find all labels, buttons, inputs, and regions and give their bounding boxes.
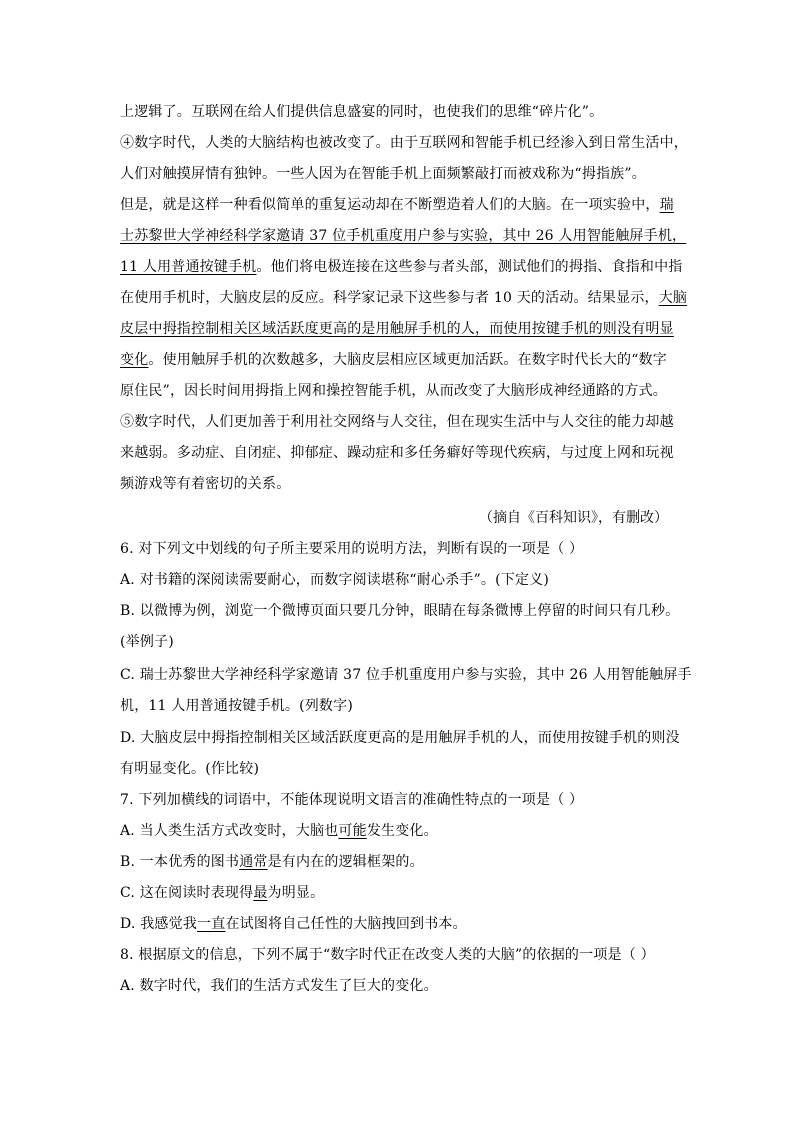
paragraph-5-line: ⑤数字时代，人们更加善于利用社交网络与人交往，但在现实生活中与人交往的能力却越 — [120, 414, 674, 430]
text-span: 在使用手机时，大脑皮层的反应。科学家记录下这些参与者 10 天的活动。结果显示， — [120, 290, 659, 306]
text-span: 。他们将电极连接在这些参与者头部，测试他们的拇指、食指和中指 — [256, 259, 683, 275]
underlined-word: 最 — [253, 885, 268, 901]
paragraph-4-line — [120, 195, 674, 215]
underlined-text: 11 人用普通按键手机 — [120, 259, 257, 275]
question-6-option-c: C. 瑞士苏黎世大学神经科学家邀请 37 位手机重度用户参与实验，其中 26 人用智能触屏手 — [120, 667, 692, 683]
text-span: 在试图将自己任性的大脑拽回到书本。 — [225, 916, 467, 932]
source-citation: （摘自《百科知识》，有删改） — [479, 510, 668, 526]
paragraph-4-line — [120, 350, 667, 370]
text-span: 。使用触屏手机的次数越多，大脑皮层相应区域更加活跃。在数字时代长大的“数字 — [148, 352, 667, 368]
question-8-option-a: A. 数字时代，我们的生活方式发生了巨大的变化。 — [120, 978, 438, 994]
underlined-word: 通常 — [239, 854, 268, 870]
question-6-option-b-cont: (举例子) — [120, 634, 174, 650]
underlined-text: 变化 — [120, 352, 149, 368]
question-6-stem: 6. 对下列文中划线的句子所主要采用的说明方法，判断有误的一项是（ ） — [120, 541, 584, 557]
underlined-word: 一直 — [197, 916, 226, 932]
paragraph-3-tail: 上逻辑了。互联网在给人们提供信息盛宴的同时，也使我们的思维“碎片化”。 — [120, 104, 604, 120]
underlined-word: 可能 — [338, 823, 367, 839]
text-span: 但是，就是这样一种看似简单的重复运动却在不断塑造着人们的大脑。在一项实验中， — [120, 197, 660, 213]
question-8-stem: 8. 根据原文的信息，下列不属于“数字时代正在改变人类的大脑”的依据的一项是（ ） — [120, 947, 655, 963]
text-span: C. 这在阅读时表现得 — [120, 885, 254, 901]
text-span: A. 当人类生活方式改变时，大脑也 — [120, 823, 339, 839]
paragraph-5-line: 频游戏等有着密切的关系。 — [120, 476, 291, 492]
question-7-stem: 7. 下列加横线的词语中，不能体现说明文语言的准确性特点的一项是（ ） — [120, 792, 584, 808]
paragraph-4-line — [120, 288, 687, 308]
question-7-option-d — [120, 914, 467, 934]
question-6-option-a: A. 对书籍的深阅读需要耐心，而数字阅读堪称“耐心杀手”。(下定义) — [120, 572, 550, 588]
underlined-text: 大脑 — [658, 290, 688, 306]
underlined-text: 瑞 — [659, 197, 674, 213]
question-7-option-b — [120, 852, 424, 872]
question-7-option-a — [120, 821, 438, 841]
text-span: 为明显。 — [267, 885, 325, 901]
paragraph-4-line — [120, 257, 682, 277]
text-span: B. 一本优秀的图书 — [120, 854, 240, 870]
question-6-option-c-cont: 机，11 人用普通按键手机。(列数字) — [120, 698, 353, 714]
text-span: 发生变化。 — [366, 823, 438, 839]
paragraph-4-line: 人们对触摸屏情有独钟。一些人因为在智能手机上面频繁敲打而被戏称为“拇指族”。 — [120, 166, 646, 182]
paragraph-4-underlined-line: 皮层中拇指控制相关区域活跃度更高的是用触屏手机的人，而使用按键手机的则没有明显 — [120, 321, 674, 337]
question-6-option-d: D. 大脑皮层中拇指控制相关区域活跃度更高的是用触屏手机的人，而使用按键手机的则没 — [120, 730, 680, 746]
question-7-option-c — [120, 883, 324, 903]
paragraph-4-line: 原住民”，因长时间用拇指上网和操控智能手机，从而改变了大脑形成神经通路的方式。 — [120, 383, 667, 399]
paragraph-5-line: 来越弱。多动症、自闭症、抑郁症、躁动症和多任务癖好等现代疾病，与过度上网和玩视 — [120, 445, 674, 461]
text-span: D. 我感觉我 — [120, 916, 198, 932]
paragraph-4-line: ④数字时代，人类的大脑结构也被改变了。由于互联网和智能手机已经渗入到日常生活中， — [120, 135, 688, 151]
question-6-option-b: B. 以微博为例，浏览一个微博页面只要几分钟，眼睛在每条微博上停留的时间只有几秒。 — [120, 603, 680, 619]
paragraph-4-underlined-line: 士苏黎世大学神经科学家邀请 37 位手机重度用户参与实验，其中 26 人用智能触屏手机， — [120, 228, 687, 244]
question-6-option-d-cont: 有明显变化。(作比较) — [120, 761, 260, 777]
text-span: 是有内在的逻辑框架的。 — [267, 854, 424, 870]
